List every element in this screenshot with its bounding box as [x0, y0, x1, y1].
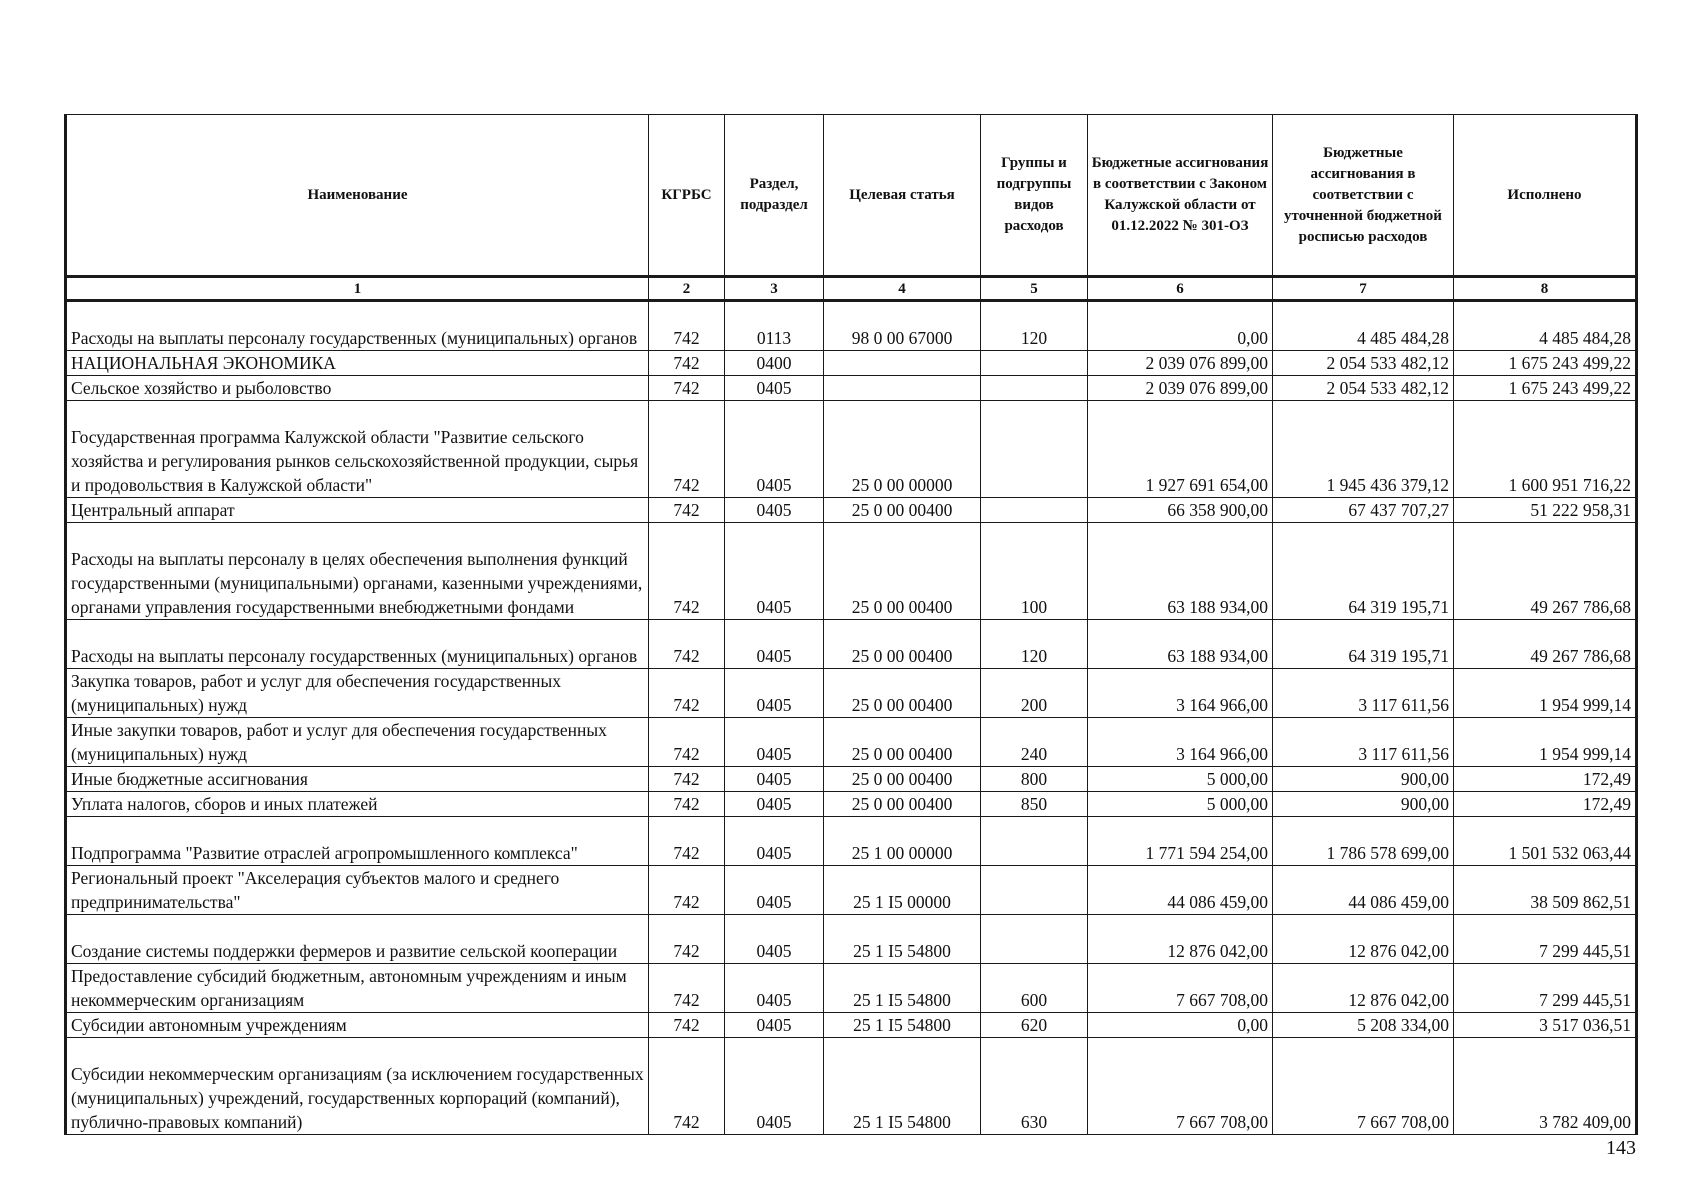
table-row	[66, 498, 1637, 523]
row-target-item: 25 1 I5 54800	[824, 915, 981, 964]
row-target-item: 25 0 00 00000	[824, 401, 981, 498]
table-row	[66, 669, 1637, 718]
page-number: 143	[1606, 1137, 1636, 1159]
row-expense-type: 120	[981, 620, 1088, 669]
row-name: Иные закупки товаров, работ и услуг для обеспечения государственных (муниципальных) нужд	[66, 718, 649, 767]
row-name: Иные бюджетные ассигнования	[66, 767, 649, 792]
row-executed: 38 509 862,51	[1454, 866, 1637, 915]
row-law-allocation: 3 164 966,00	[1088, 718, 1273, 767]
row-kgrbs: 742	[649, 669, 725, 718]
row-revised-allocation: 64 319 195,71	[1273, 523, 1454, 620]
row-section: 0405	[725, 767, 824, 792]
row-kgrbs: 742	[649, 792, 725, 817]
row-law-allocation: 2 039 076 899,00	[1088, 376, 1273, 401]
header-expense-type: Группы и подгруппы видов расходов	[981, 115, 1088, 277]
row-target-item	[824, 351, 981, 376]
row-executed: 1 954 999,14	[1454, 669, 1637, 718]
row-revised-allocation: 3 117 611,56	[1273, 669, 1454, 718]
table-row	[66, 523, 1637, 620]
row-law-allocation: 0,00	[1088, 301, 1273, 351]
row-target-item: 98 0 00 67000	[824, 301, 981, 351]
row-executed: 172,49	[1454, 767, 1637, 792]
row-name: Региональный проект "Акселерация субъектов малого и среднего предпринимательства"	[66, 866, 649, 915]
row-name: Субсидии некоммерческим организациям (за исключением государственных (муниципальных) учреждений, государственных корпораций (компаний), публично-правовых компаний)	[66, 1038, 649, 1135]
table-row	[66, 718, 1637, 767]
row-name: Сельское хозяйство и рыболовство	[66, 376, 649, 401]
row-law-allocation: 63 188 934,00	[1088, 620, 1273, 669]
table-row	[66, 767, 1637, 792]
row-revised-allocation: 2 054 533 482,12	[1273, 376, 1454, 401]
row-executed: 3 517 036,51	[1454, 1013, 1637, 1038]
row-kgrbs: 742	[649, 620, 725, 669]
row-expense-type: 120	[981, 301, 1088, 351]
row-kgrbs: 742	[649, 964, 725, 1013]
table-row	[66, 376, 1637, 401]
table-row	[66, 792, 1637, 817]
row-section: 0405	[725, 376, 824, 401]
row-revised-allocation: 900,00	[1273, 792, 1454, 817]
row-law-allocation: 2 039 076 899,00	[1088, 351, 1273, 376]
row-kgrbs: 742	[649, 1013, 725, 1038]
row-law-allocation: 66 358 900,00	[1088, 498, 1273, 523]
row-expense-type: 600	[981, 964, 1088, 1013]
table-row	[66, 1013, 1637, 1038]
row-kgrbs: 742	[649, 718, 725, 767]
row-executed: 4 485 484,28	[1454, 301, 1637, 351]
row-section: 0405	[725, 523, 824, 620]
row-executed: 1 675 243 499,22	[1454, 376, 1637, 401]
row-section: 0405	[725, 817, 824, 866]
row-target-item: 25 1 00 00000	[824, 817, 981, 866]
row-revised-allocation: 67 437 707,27	[1273, 498, 1454, 523]
header-revised-allocations: Бюджетные ассигнования в соответствии с уточненной бюджетной росписью расходов	[1273, 115, 1454, 277]
row-law-allocation: 3 164 966,00	[1088, 669, 1273, 718]
table-row	[66, 915, 1637, 964]
column-number: 2	[649, 277, 725, 301]
header-row	[66, 115, 1637, 277]
row-name: НАЦИОНАЛЬНАЯ ЭКОНОМИКА	[66, 351, 649, 376]
row-section: 0405	[725, 498, 824, 523]
row-law-allocation: 7 667 708,00	[1088, 1038, 1273, 1135]
table-row	[66, 401, 1637, 498]
row-kgrbs: 742	[649, 498, 725, 523]
budget-execution-table	[64, 114, 1638, 1135]
row-executed: 7 299 445,51	[1454, 915, 1637, 964]
row-law-allocation: 5 000,00	[1088, 767, 1273, 792]
row-name: Предоставление субсидий бюджетным, автономным учреждениям и иным некоммерческим организациям	[66, 964, 649, 1013]
row-expense-type	[981, 401, 1088, 498]
row-section: 0405	[725, 718, 824, 767]
row-law-allocation: 12 876 042,00	[1088, 915, 1273, 964]
row-executed: 1 600 951 716,22	[1454, 401, 1637, 498]
row-target-item: 25 0 00 00400	[824, 498, 981, 523]
table-row	[66, 351, 1637, 376]
table-row	[66, 1038, 1637, 1135]
row-expense-type	[981, 498, 1088, 523]
row-revised-allocation: 900,00	[1273, 767, 1454, 792]
row-kgrbs: 742	[649, 376, 725, 401]
row-name: Создание системы поддержки фермеров и развитие сельской кооперации	[66, 915, 649, 964]
table-row	[66, 866, 1637, 915]
row-law-allocation: 1 771 594 254,00	[1088, 817, 1273, 866]
row-kgrbs: 742	[649, 915, 725, 964]
row-executed: 51 222 958,31	[1454, 498, 1637, 523]
row-target-item: 25 0 00 00400	[824, 523, 981, 620]
row-executed: 172,49	[1454, 792, 1637, 817]
row-section: 0405	[725, 964, 824, 1013]
row-name: Закупка товаров, работ и услуг для обеспечения государственных (муниципальных) нужд	[66, 669, 649, 718]
row-target-item	[824, 376, 981, 401]
row-expense-type	[981, 866, 1088, 915]
row-name: Расходы на выплаты персоналу государственных (муниципальных) органов	[66, 301, 649, 351]
row-expense-type	[981, 915, 1088, 964]
row-executed: 1 501 532 063,44	[1454, 817, 1637, 866]
header-section: Раздел, подраздел	[725, 115, 824, 277]
row-expense-type: 200	[981, 669, 1088, 718]
row-section: 0405	[725, 866, 824, 915]
row-target-item: 25 1 I5 54800	[824, 964, 981, 1013]
row-section: 0405	[725, 792, 824, 817]
row-section: 0405	[725, 1038, 824, 1135]
column-number: 5	[981, 277, 1088, 301]
row-revised-allocation: 7 667 708,00	[1273, 1038, 1454, 1135]
row-kgrbs: 742	[649, 866, 725, 915]
table-row	[66, 620, 1637, 669]
row-target-item: 25 0 00 00400	[824, 792, 981, 817]
row-name: Уплата налогов, сборов и иных платежей	[66, 792, 649, 817]
row-name: Расходы на выплаты персоналу государственных (муниципальных) органов	[66, 620, 649, 669]
header-law-allocations: Бюджетные ассигнования в соответствии с Законом Калужской области от 01.12.2022 № 301-ОЗ	[1088, 115, 1273, 277]
header-executed: Исполнено	[1454, 115, 1637, 277]
row-law-allocation: 7 667 708,00	[1088, 964, 1273, 1013]
row-executed: 7 299 445,51	[1454, 964, 1637, 1013]
row-revised-allocation: 4 485 484,28	[1273, 301, 1454, 351]
row-section: 0405	[725, 1013, 824, 1038]
row-expense-type	[981, 376, 1088, 401]
row-executed: 1 954 999,14	[1454, 718, 1637, 767]
row-target-item: 25 0 00 00400	[824, 718, 981, 767]
row-revised-allocation: 2 054 533 482,12	[1273, 351, 1454, 376]
row-section: 0405	[725, 620, 824, 669]
row-revised-allocation: 12 876 042,00	[1273, 915, 1454, 964]
row-target-item: 25 1 I5 54800	[824, 1013, 981, 1038]
row-executed: 3 782 409,00	[1454, 1038, 1637, 1135]
header-name: Наименование	[66, 115, 649, 277]
row-revised-allocation: 12 876 042,00	[1273, 964, 1454, 1013]
row-name: Подпрограмма "Развитие отраслей агропромышленного комплекса"	[66, 817, 649, 866]
row-expense-type: 620	[981, 1013, 1088, 1038]
row-executed: 49 267 786,68	[1454, 523, 1637, 620]
row-expense-type: 800	[981, 767, 1088, 792]
row-law-allocation: 63 188 934,00	[1088, 523, 1273, 620]
row-revised-allocation: 1 786 578 699,00	[1273, 817, 1454, 866]
row-kgrbs: 742	[649, 817, 725, 866]
header-target-item: Целевая статья	[824, 115, 981, 277]
row-target-item: 25 1 I5 54800	[824, 1038, 981, 1135]
row-kgrbs: 742	[649, 351, 725, 376]
column-number: 4	[824, 277, 981, 301]
row-expense-type: 850	[981, 792, 1088, 817]
row-section: 0405	[725, 401, 824, 498]
row-target-item: 25 0 00 00400	[824, 620, 981, 669]
row-kgrbs: 742	[649, 401, 725, 498]
column-number: 1	[66, 277, 649, 301]
row-kgrbs: 742	[649, 301, 725, 351]
row-section: 0400	[725, 351, 824, 376]
row-target-item: 25 1 I5 00000	[824, 866, 981, 915]
row-expense-type: 100	[981, 523, 1088, 620]
table-row	[66, 817, 1637, 866]
row-executed: 1 675 243 499,22	[1454, 351, 1637, 376]
row-law-allocation: 44 086 459,00	[1088, 866, 1273, 915]
row-expense-type	[981, 351, 1088, 376]
row-expense-type: 240	[981, 718, 1088, 767]
row-name: Расходы на выплаты персоналу в целях обеспечения выполнения функций государственными (муниципальными) органами, казенными учреждениями, органами управления государственными внебюджетными фондами	[66, 523, 649, 620]
row-name: Центральный аппарат	[66, 498, 649, 523]
row-section: 0405	[725, 669, 824, 718]
row-revised-allocation: 5 208 334,00	[1273, 1013, 1454, 1038]
row-section: 0113	[725, 301, 824, 351]
column-number: 6	[1088, 277, 1273, 301]
row-law-allocation: 1 927 691 654,00	[1088, 401, 1273, 498]
row-target-item: 25 0 00 00400	[824, 767, 981, 792]
row-revised-allocation: 44 086 459,00	[1273, 866, 1454, 915]
row-revised-allocation: 3 117 611,56	[1273, 718, 1454, 767]
table-body	[66, 301, 1637, 1135]
row-law-allocation: 5 000,00	[1088, 792, 1273, 817]
column-number: 8	[1454, 277, 1637, 301]
column-number: 3	[725, 277, 824, 301]
table-row	[66, 301, 1637, 351]
row-target-item: 25 0 00 00400	[824, 669, 981, 718]
row-name: Государственная программа Калужской области "Развитие сельского хозяйства и регулирования рынков сельскохозяйственной продукции, сырья и продовольствия в Калужской области"	[66, 401, 649, 498]
row-revised-allocation: 64 319 195,71	[1273, 620, 1454, 669]
row-kgrbs: 742	[649, 1038, 725, 1135]
row-name: Субсидии автономным учреждениям	[66, 1013, 649, 1038]
column-number-row	[66, 277, 1637, 301]
row-executed: 49 267 786,68	[1454, 620, 1637, 669]
row-revised-allocation: 1 945 436 379,12	[1273, 401, 1454, 498]
row-kgrbs: 742	[649, 523, 725, 620]
column-number: 7	[1273, 277, 1454, 301]
table-row	[66, 964, 1637, 1013]
row-law-allocation: 0,00	[1088, 1013, 1273, 1038]
header-kgrbs: КГРБС	[649, 115, 725, 277]
row-expense-type: 630	[981, 1038, 1088, 1135]
row-section: 0405	[725, 915, 824, 964]
row-kgrbs: 742	[649, 767, 725, 792]
row-expense-type	[981, 817, 1088, 866]
